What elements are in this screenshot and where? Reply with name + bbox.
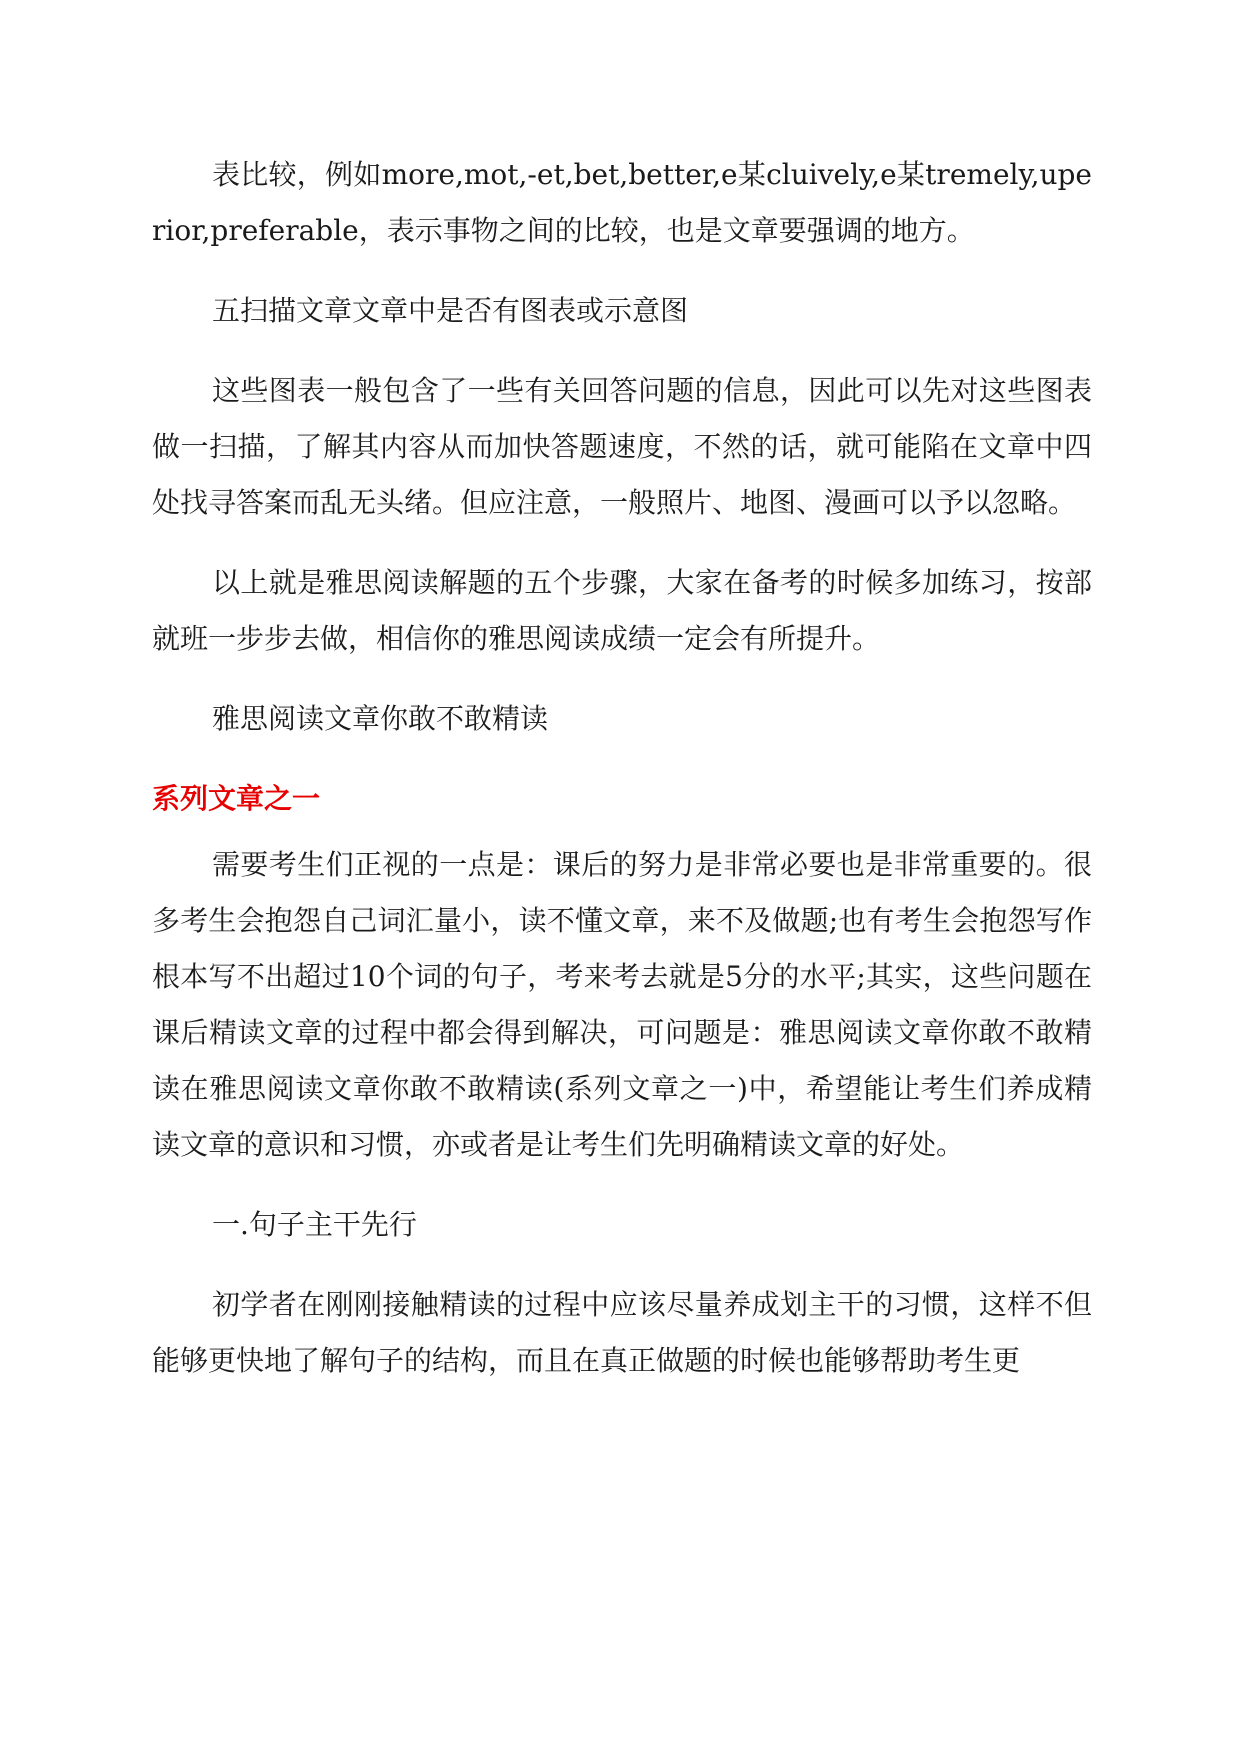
paragraph-summary: 以上就是雅思阅读解题的五个步骤，大家在备考的时候多加练习，按部就班一步步去做，相信你的雅思阅读成绩一定会有所提升。 — [152, 566, 1092, 655]
paragraph-step-five-title: 五扫描文章文章中是否有图表或示意图 — [212, 294, 689, 327]
paragraph-article-title: 雅思阅读文章你敢不敢精读 — [212, 702, 549, 735]
document-body — [152, 147, 1092, 1413]
paragraph-charts: 这些图表一般包含了一些有关回答问题的信息，因此可以先对这些图表做一扫描，了解其内容从而加快答题速度，不然的话，就可能陷在文章中四处找寻答案而乱无头绪。但应注意，一般照片、地图、漫画可以予以忽略。 — [152, 374, 1092, 519]
paragraph-main-clause: 初学者在刚刚接触精读的过程中应该尽量养成划主干的习惯，这样不但能够更快地了解句子的结构，而且在真正做题的时候也能够帮助考生更 — [152, 1288, 1092, 1377]
section-heading: 系列文章之一 — [152, 782, 321, 815]
paragraph-subheading: 一.句子主干先行 — [212, 1208, 417, 1241]
paragraph-comparison: 表比较，例如more,mot,-et,bet,better,e某cluively,e某tremely,uperior,preferable，表示事物之间的比较，也是文章要强调的地方。 — [152, 158, 1092, 247]
paragraph-intro: 需要考生们正视的一点是：课后的努力是非常必要也是非常重要的。很多考生会抱怨自己词汇量小，读不懂文章，来不及做题;也有考生会抱怨写作根本写不出超过10个词的句子，考来考去就是5分的水平;其实，这些问题在课后精读文章的过程中都会得到解决，可问题是：雅思阅读文章你敢不敢精读在雅思阅读文章你敢不敢精读(系列文章之一)中，希望能让考生们养成精读文章的意识和习惯，亦或者是让考生们先明确精读文章的好处。 — [152, 848, 1092, 1161]
